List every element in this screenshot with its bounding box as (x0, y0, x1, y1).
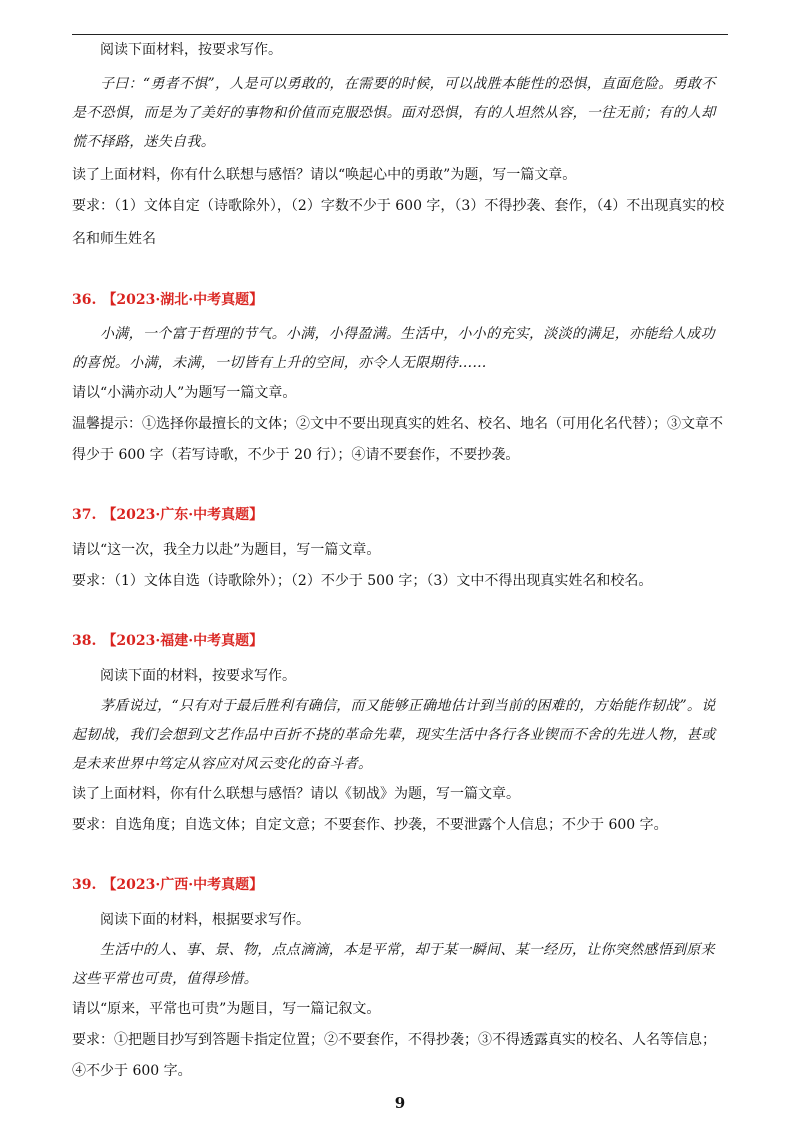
question-line: 要求：①把题目抄写到答题卡指定位置；②不要套作，不得抄袭；③不得透露真实的校名、人名等信息；④不少于 600 字。 (72, 1032, 716, 1079)
question-list (72, 290, 728, 1087)
page-number: 9 (394, 1094, 406, 1112)
intro-material: 子曰：“勇者不惧”，人是可以勇敢的，在需要的时候，可以战胜本能性的恐惧，直面危险。勇敢不是不恐惧，而是为了美好的事物和价值而克服恐惧。面对恐惧，有的人坦然从容，一往无前；有的人却慌不择路，迷失自我。 (72, 76, 716, 150)
intro-requirement: 要求：（1）文体自定（诗歌除外），（2）字数不少于 600 字，（3）不得抄袭、套作，（4）不出现真实的校名和师生姓名 (72, 198, 725, 247)
question-heading (72, 631, 728, 651)
question-heading (72, 505, 728, 525)
intro-section (72, 40, 728, 256)
question-line: 请以“这一次，我全力以赴”为题目，写一篇文章。 (72, 542, 381, 558)
question-number: 38. (72, 633, 97, 649)
question-source: 【2023·广西·中考真题】 (102, 877, 264, 893)
question-line: 温馨提示：①选择你最擅长的文体；②文中不要出现真实的姓名、校名、地名（可用化名代替）；③文章不得少于 600 字（若写诗歌，不少于 20 行）；④请不要套作，不要抄袭。 (72, 416, 723, 463)
question-line: 请以“小满亦动人”为题写一篇文章。 (72, 385, 297, 401)
question-number: 37. (72, 507, 97, 523)
question-line: 生活中的人、事、景、物，点点滴滴，本是平常，却于某一瞬间、某一经历，让你突然感悟到原来这些平常也可贵，值得珍惜。 (72, 942, 715, 987)
question-section (72, 290, 728, 471)
intro-prompt: 读了上面材料，你有什么联想与感悟？请以“唤起心中的勇敢”为题，写一篇文章。 (72, 167, 577, 183)
question-line: 请以“原来，平常也可贵”为题目，写一篇记叙文。 (72, 1001, 381, 1017)
question-line: 读了上面材料，你有什么联想与感悟？请以《韧战》为题，写一篇文章。 (72, 786, 520, 802)
question-heading (72, 875, 728, 895)
question-section (72, 631, 728, 841)
question-line: 小满，一个富于哲理的节气。小满，小得盈满。生活中，小小的充实，淡淡的满足，亦能给人成功的喜悦。小满，未满，一切皆有上升的空间，亦令人无限期待…… (72, 326, 715, 371)
question-line: 阅读下面的材料，根据要求写作。 (100, 912, 310, 928)
question-section (72, 875, 728, 1087)
question-number: 36. (72, 292, 97, 308)
question-source: 【2023·福建·中考真题】 (102, 633, 264, 649)
question-source: 【2023·湖北·中考真题】 (102, 292, 264, 308)
question-line: 要求：自选角度；自选文体；自定文意；不要套作、抄袭，不要泄露个人信息；不少于 600 字。 (72, 817, 668, 833)
page-content (72, 34, 728, 1087)
question-number: 39. (72, 877, 97, 893)
question-heading (72, 290, 728, 310)
question-section (72, 505, 728, 597)
question-line: 茅盾说过，“只有对于最后胜利有确信，而又能够正确地估计到当前的困难的，方始能作韧战”。说起韧战，我们会想到文艺作品中百折不挠的革命先辈，现实生活中各行各业锲而不舍的先进人物，甚或是未来世界中笃定从容应对风云变化的奋斗者。 (72, 698, 716, 772)
question-source: 【2023·广东·中考真题】 (102, 507, 264, 523)
question-line: 阅读下面的材料，按要求写作。 (100, 668, 296, 684)
intro-instruction: 阅读下面材料，按要求写作。 (100, 42, 282, 58)
question-line: 要求：（1）文体自选（诗歌除外）；（2）不少于 500 字；（3）文中不得出现真实姓名和校名。 (72, 573, 653, 589)
